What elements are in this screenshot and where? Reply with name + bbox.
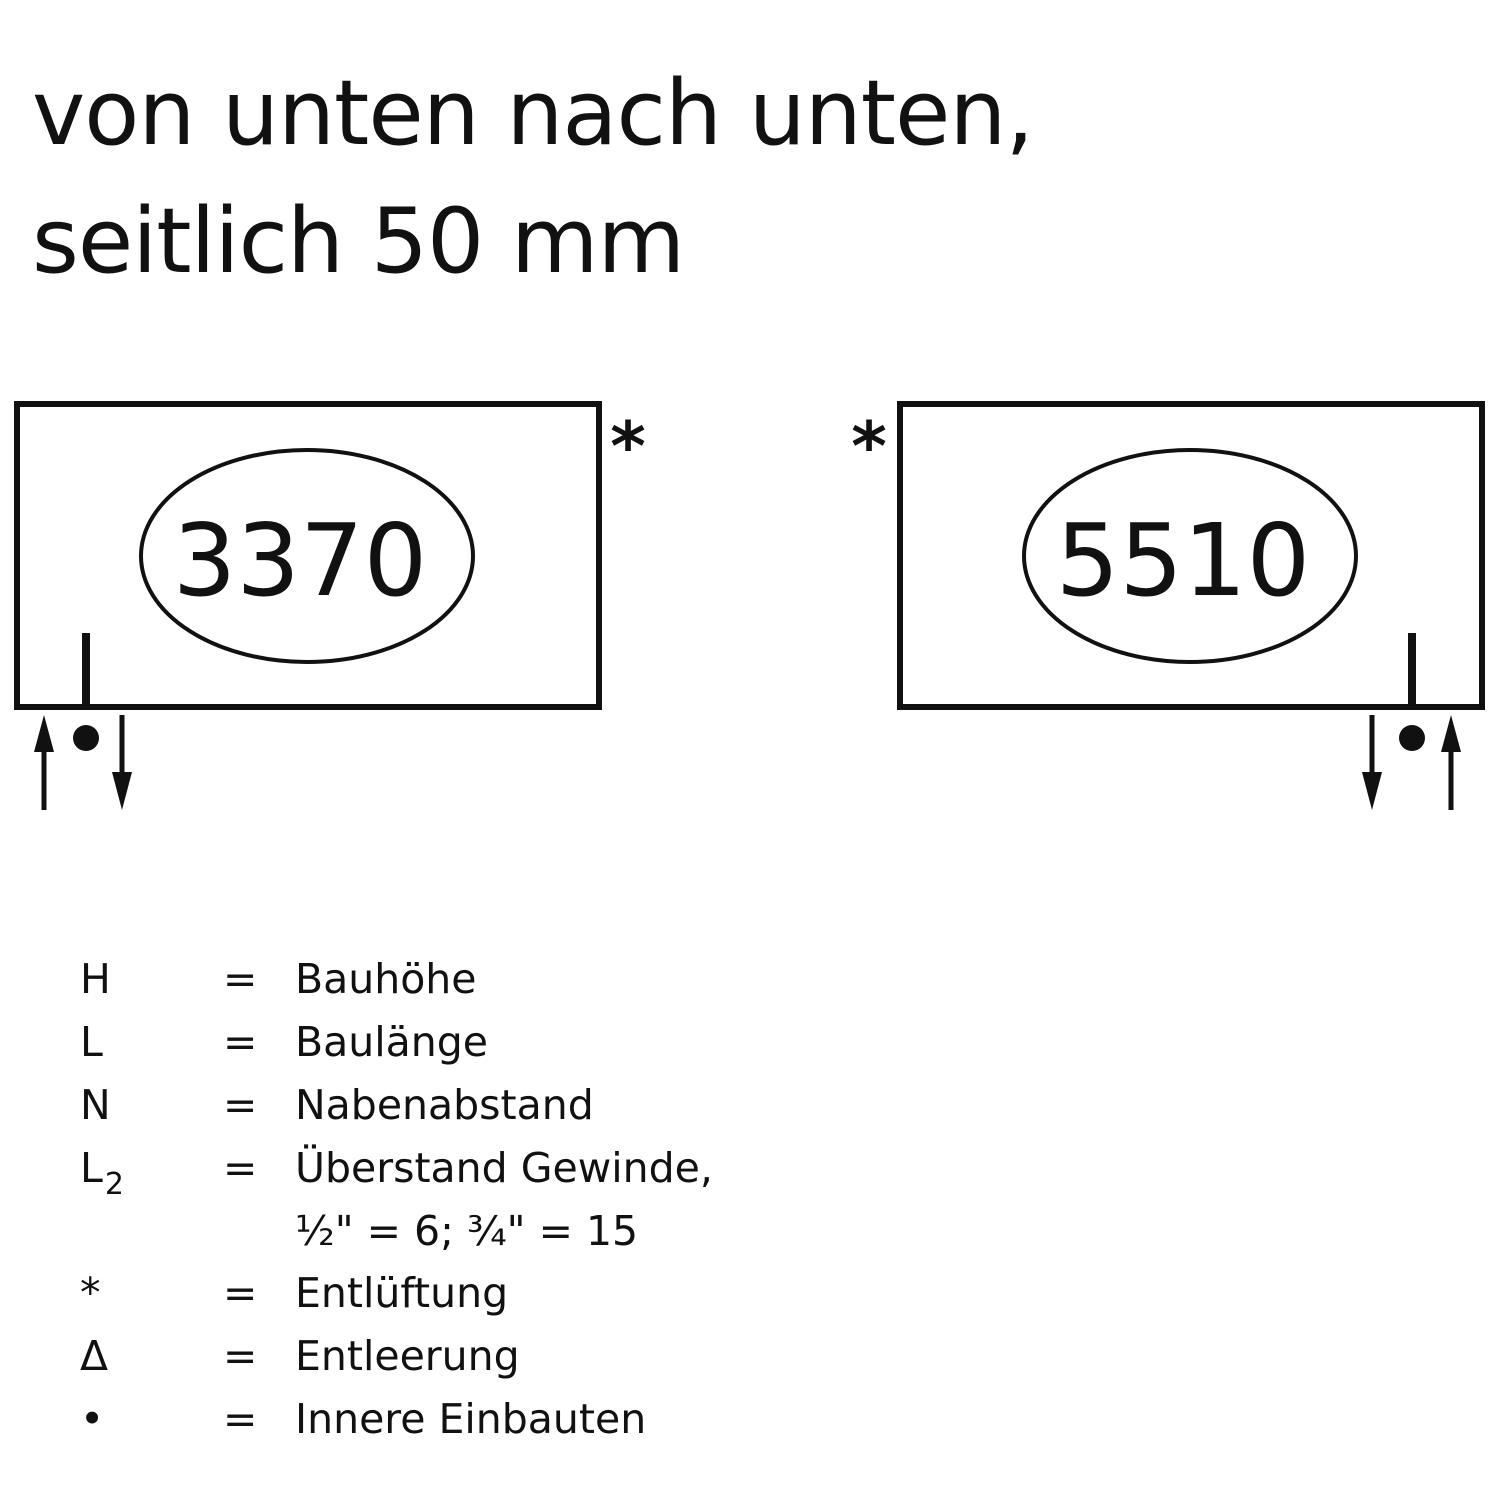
internal-fitting-dot-left — [73, 725, 99, 751]
legend-description: Überstand Gewinde, — [295, 1144, 713, 1192]
legend-symbol-main: L — [80, 1144, 103, 1192]
flow-arrow-up-left-icon — [34, 715, 54, 810]
radiator-left-label: 3370 — [172, 502, 428, 619]
legend-symbol: L — [80, 1018, 103, 1066]
legend-description: Baulänge — [295, 1018, 488, 1066]
flow-arrow-down-left-icon — [112, 715, 132, 810]
legend-equals: = — [223, 1395, 258, 1443]
flow-arrow-up-right-icon — [1441, 715, 1461, 810]
legend-symbol — [80, 1137, 124, 1216]
legend-symbol: • — [80, 1395, 105, 1443]
legend-description: Entlüftung — [295, 1269, 509, 1317]
legend-symbol-subscript: 2 — [104, 1167, 124, 1202]
radiator-right — [851, 404, 1482, 810]
legend-symbol: N — [80, 1081, 111, 1129]
vent-mark-left: * — [610, 408, 646, 487]
legend-equals: = — [223, 1269, 258, 1317]
legend-equals: = — [223, 1018, 258, 1066]
radiator-left — [17, 404, 646, 810]
title-line-1: von unten nach unten, — [32, 61, 1034, 166]
legend-description: Bauhöhe — [295, 955, 477, 1003]
legend-symbol: * — [80, 1269, 101, 1317]
page-title — [32, 50, 1033, 306]
legend-equals: = — [223, 955, 258, 1003]
legend-description: Nabenabstand — [295, 1081, 594, 1129]
legend-equals: = — [223, 1332, 258, 1380]
legend-description: Innere Einbauten — [295, 1395, 647, 1443]
legend-symbol: Δ — [80, 1332, 109, 1380]
vent-mark-right: * — [851, 408, 887, 487]
legend-symbol: H — [80, 955, 111, 1003]
radiator-right-label: 5510 — [1055, 502, 1311, 619]
internal-fitting-dot-right — [1399, 725, 1425, 751]
flow-arrow-down-right-icon — [1362, 715, 1382, 810]
connection-diagrams — [0, 380, 1500, 830]
legend-equals: = — [223, 1144, 258, 1192]
legend-equals: = — [223, 1081, 258, 1129]
legend-description-line-2: ½" = 6; ¾" = 15 — [295, 1207, 639, 1255]
legend-description: Entleerung — [295, 1332, 520, 1380]
title-line-2: seitlich 50 mm — [32, 189, 685, 294]
